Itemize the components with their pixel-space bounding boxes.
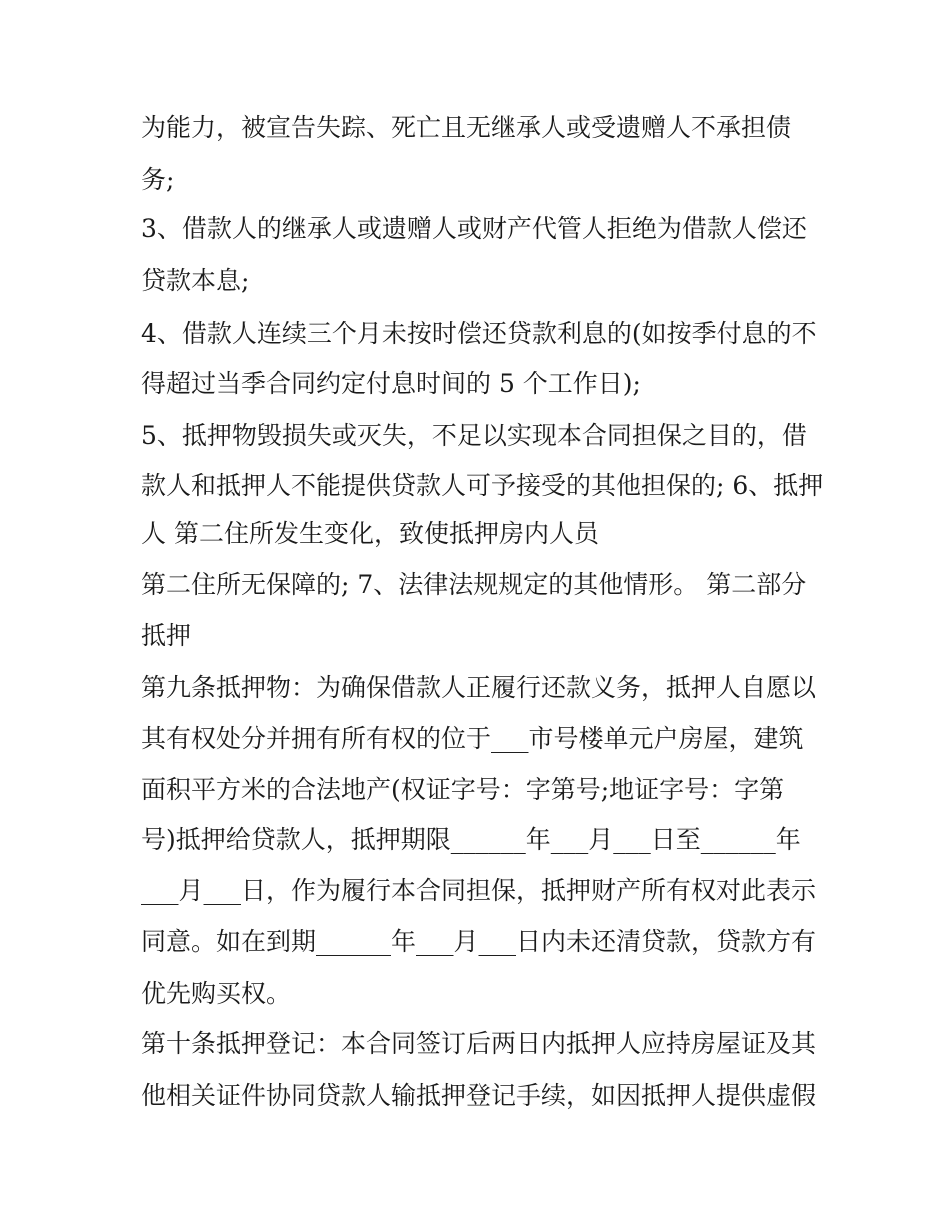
text-line: 为能力，被宣告失踪、死亡且无继承人或受遗赠人不承担债 — [141, 113, 792, 142]
text-line: 得超过当季合同约定付息时间的 5 个工作日); — [141, 369, 641, 398]
text-line: 务; — [141, 165, 175, 194]
text-line: 款人和抵押人不能提供贷款人可予接受的其他担保的; 6、抵押 — [141, 471, 824, 500]
text-line: 第二住所无保障的; 7、法律法规规定的其他情形。 第二部分 — [141, 570, 807, 599]
text-line: 5、抵押物毁损失或灭失，不足以实现本合同担保之目的，借 — [141, 421, 807, 450]
text-line: 4、借款人连续三个月未按时偿还贷款利息的(如按季付息的不 — [141, 319, 817, 348]
text-line: 抵押 — [141, 621, 192, 650]
text-line: 面积平方米的合法地产(权证字号：字第号;地证字号：字第 — [141, 775, 785, 804]
text-line: 第十条抵押登记：本合同签订后两日内抵押人应持房屋证及其 — [141, 1029, 817, 1058]
text-line: 3、借款人的继承人或遗赠人或财产代管人拒绝为借款人偿还 — [141, 214, 807, 243]
text-line: 贷款本息; — [141, 266, 250, 295]
text-line: ___月___日，作为履行本合同担保，抵押财产所有权对此表示 — [141, 876, 817, 905]
text-line: 第九条抵押物：为确保借款人正履行还款义务，抵押人自愿以 — [141, 673, 817, 702]
text-line: 同意。如在到期______年___月___日内未还清贷款，贷款方有 — [141, 927, 817, 956]
text-line: 号)抵押给贷款人，抵押期限______年___月___日至______年 — [141, 825, 801, 854]
text-line: 优先购买权。 — [141, 979, 292, 1008]
text-line: 人 第二住所发生变化，致使抵押房内人员 — [141, 519, 599, 548]
text-line: 他相关证件协同贷款人输抵押登记手续，如因抵押人提供虚假 — [141, 1081, 817, 1110]
text-line: 其有权处分并拥有所有权的位于___市号楼单元户房屋，建筑 — [141, 724, 804, 753]
